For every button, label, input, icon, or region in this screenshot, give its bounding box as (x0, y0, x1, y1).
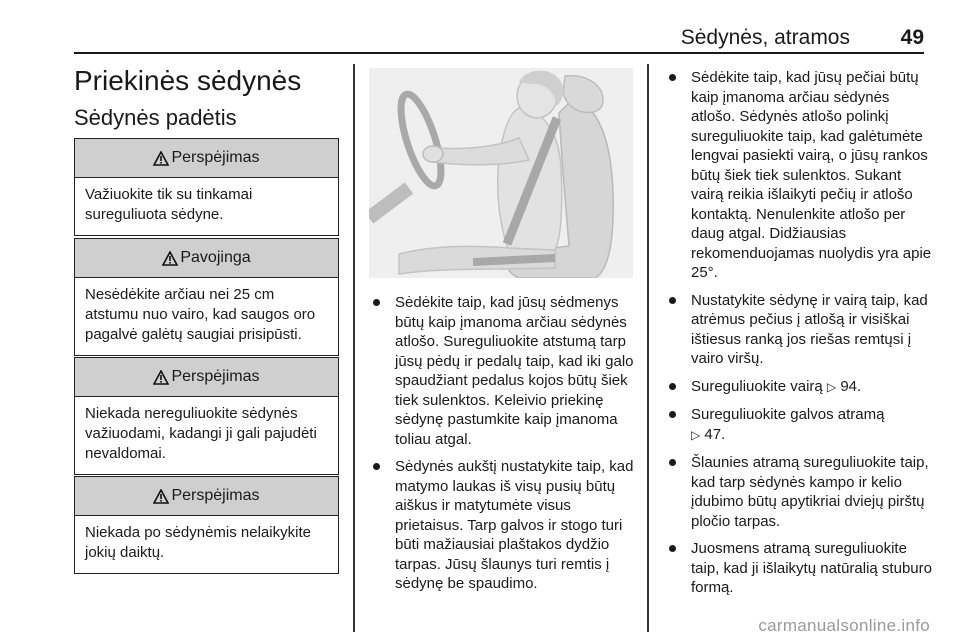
list-item-text: Sureguliuokite vairą (691, 377, 823, 395)
section-subtitle: Sėdynės padėtis (74, 105, 237, 130)
list-item (665, 377, 933, 398)
bullet-icon (669, 459, 676, 466)
header-rule (74, 52, 924, 54)
warning-label: Perspėjimas (171, 149, 260, 166)
list-item-text: Šlaunies atramą sureguliuokite taip, kad tarp sėdynės kampo ir kelio įdubimo būtų apytikriai dviejų pirštų pločio tarpas. (691, 454, 929, 530)
page-reference-link[interactable]: 94. (840, 377, 862, 395)
list-item (665, 539, 933, 598)
reference-arrow-icon: ▷ (826, 379, 837, 394)
warning-box-header (75, 477, 338, 516)
list-item (369, 293, 635, 449)
warning-triangle-icon (153, 370, 169, 385)
watermark: carmanualsonline.info (758, 616, 930, 635)
list-item-text: Sėdynės aukštį nustatykite taip, kad matymo laukas iš visų pusių būtų aiškus ir matytumėte visus prietaisus. Tarp galvos ir stogo turi būti mažiausiai plaštakos dydžio tarpas. Jūsų šlaunys turi remtis į sėdynę be spaudimo. (395, 458, 634, 592)
list-item-text: Sureguliuokite galvos atramą (691, 406, 885, 423)
warning-box-2 (74, 238, 339, 356)
bullet-icon (669, 545, 676, 552)
list-item (665, 68, 933, 283)
warning-box-3 (74, 357, 339, 475)
reference-arrow-icon: ▷ (691, 427, 701, 442)
page-reference-link[interactable]: 47. (704, 425, 726, 443)
list-item-text: Nustatykite sėdynę ir vairą taip, kad atrėmus pečius į atlošą ir visiškai ištiesus ranką jos riešas remtųsi į vairo viršų. (691, 291, 928, 367)
warning-triangle-icon (162, 251, 178, 266)
page-title: Priekinės sėdynės (74, 65, 302, 96)
left-column (74, 60, 339, 132)
warning-box-header (75, 139, 338, 178)
list-item (665, 291, 933, 369)
driver-seat-illustration-drawing (369, 68, 633, 278)
warning-label: Pavojinga (180, 249, 251, 266)
middle-bullet-list (369, 293, 635, 602)
list-item (665, 405, 933, 445)
bullet-icon (669, 74, 676, 81)
warning-box-header (75, 358, 338, 397)
bullet-icon (373, 299, 380, 306)
warning-triangle-icon (153, 151, 169, 166)
list-item-text: Sėdėkite taip, kad jūsų sėdmenys būtų kaip įmanoma arčiau sėdynės atlošo. Sureguliuokite atstumą tarp jūsų pėdų ir pedalų taip, kad iki galo spaudžiant pedalus kojos būtų šiek tiek sulenktos. Keleivio priekinę sėdynę pastumkite kaip įmanoma toliau atgal. (395, 294, 634, 448)
bullet-icon (669, 297, 676, 304)
right-bullet-list (665, 68, 933, 606)
column-divider (647, 64, 649, 632)
bullet-icon (669, 383, 676, 390)
bullet-icon (669, 411, 676, 418)
bullet-icon (373, 463, 380, 470)
list-item-text: Juosmens atramą sureguliuokite taip, kad ji išlaikytų natūralią stuburo formą. (691, 540, 932, 596)
warning-label: Perspėjimas (171, 487, 260, 504)
list-item-text: Sėdėkite taip, kad jūsų pečiai būtų kaip įmanoma arčiau sėdynės atlošo. Sėdynės atlošo polinkį sureguliuokite taip, kad galėtumėte lengvai pasiekti vairą, o jūsų rankos būtų šiek tiek sulenktos. Sukant vairą reikia išlaikyti pečių ir atlošo kontaktą. Nenulenkite atlošo per daug atgal. Didžiausias rekomenduojamas nuolydis yra apie 25°. (691, 69, 932, 281)
warning-box-1 (74, 138, 339, 236)
warning-text: Niekada nereguliuokite sėdynės važiuodami, kadangi ji gali pajudėti nevaldomai. (85, 405, 317, 462)
warning-triangle-icon (153, 489, 169, 504)
warning-text: Niekada po sėdynėmis nelaikykite jokių daiktų. (85, 524, 311, 561)
warning-label: Perspėjimas (171, 368, 260, 385)
page-header (74, 24, 924, 52)
page-number: 49 (900, 26, 924, 49)
warning-box-header (75, 239, 338, 278)
column-divider (353, 64, 355, 632)
warning-box-4 (74, 476, 339, 574)
list-item (369, 457, 635, 594)
warning-text: Važiuokite tik su tinkamai sureguliuota sėdyne. (85, 186, 253, 223)
driver-seat-illustration (369, 68, 633, 278)
header-title: Sėdynės, atramos (680, 26, 850, 49)
list-item (665, 453, 933, 531)
warning-text: Nesėdėkite arčiau nei 25 cm atstumu nuo vairo, kad saugos oro pagalvė galėtų saugiai prisipūsti. (85, 286, 316, 343)
